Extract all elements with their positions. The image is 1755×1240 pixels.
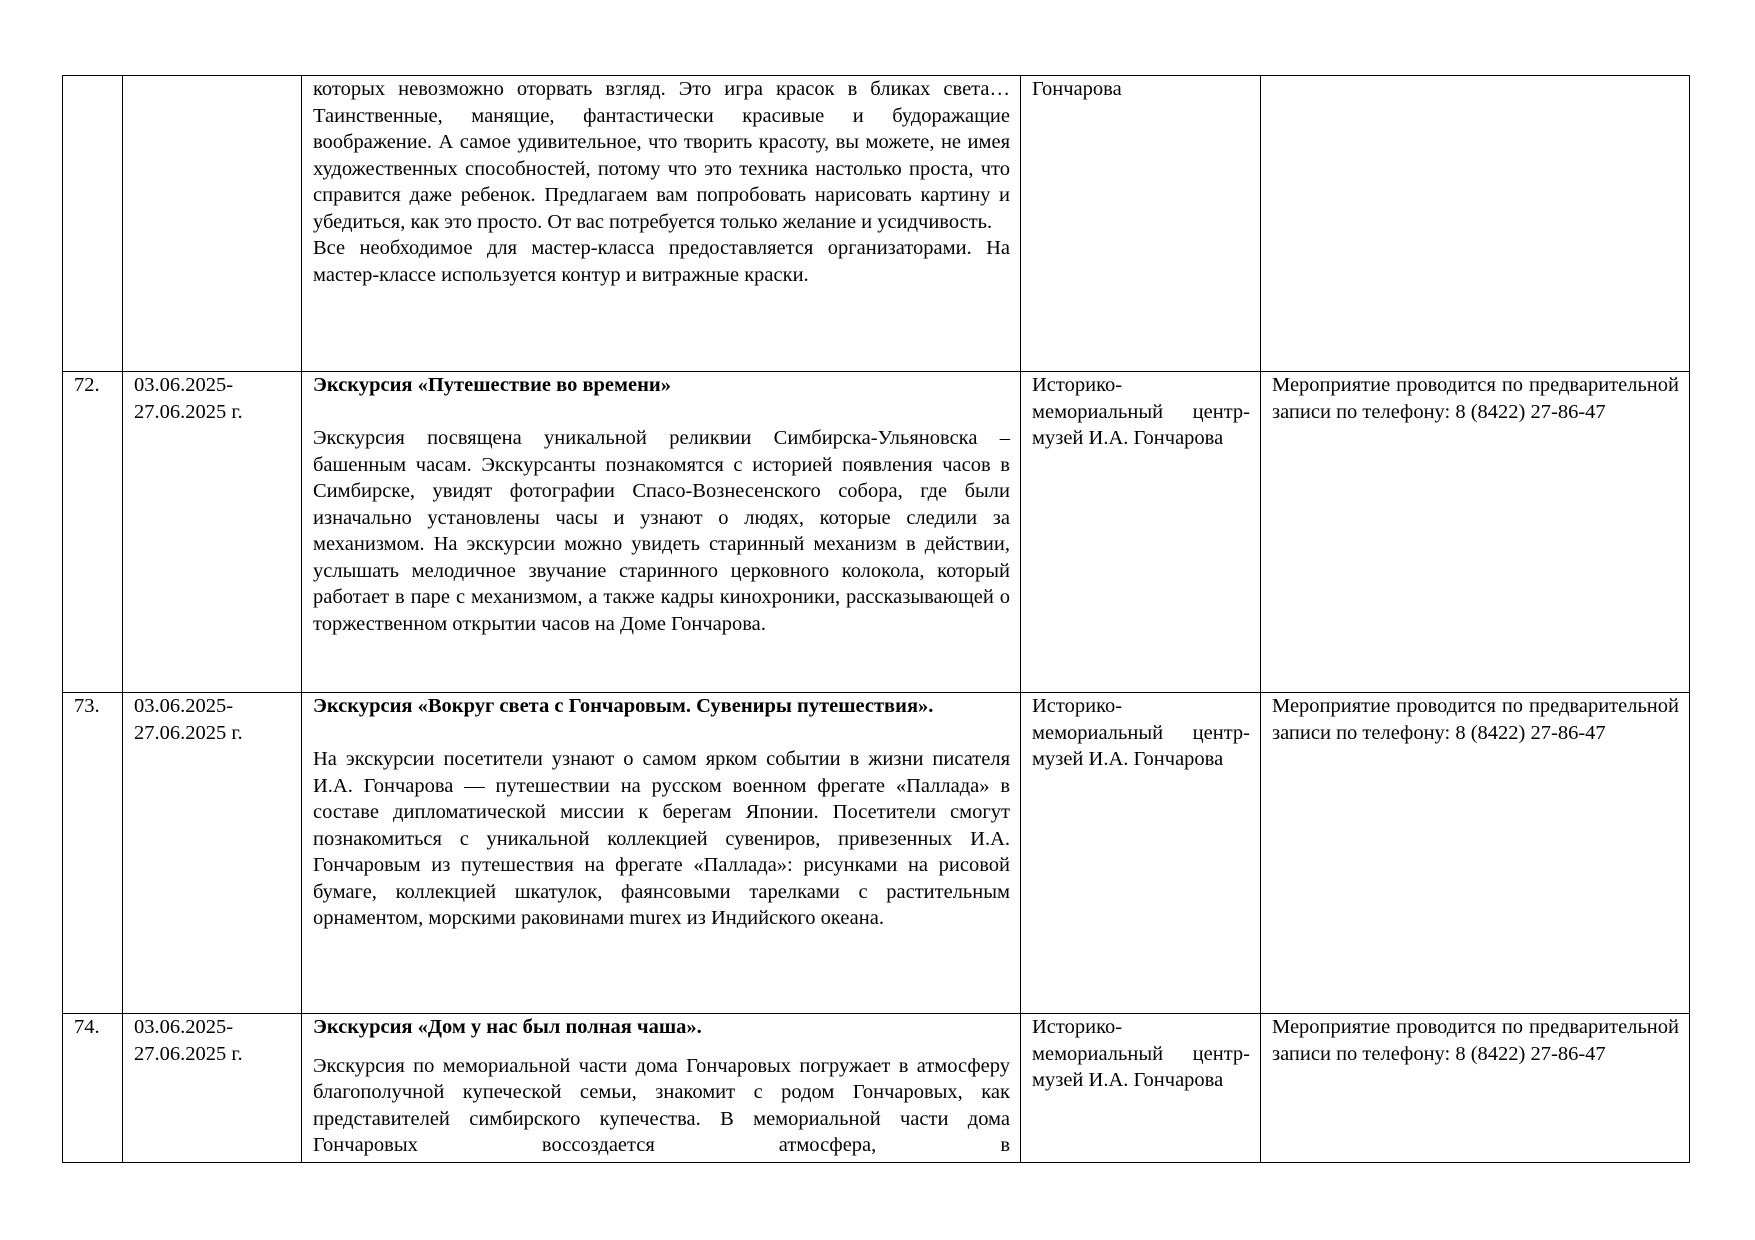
- date-to: 27.06.2025 г.: [134, 1042, 243, 1065]
- date-to: 27.06.2025 г.: [134, 400, 243, 423]
- description-cell: [302, 1014, 1021, 1163]
- row-number: 73.: [74, 695, 100, 717]
- date-cell: [123, 76, 302, 372]
- table-row: [63, 693, 1690, 1014]
- place-cell: [1021, 1014, 1261, 1163]
- description-paragraph: На экскурсии посетители узнают о самом ярком событии в жизни писателя И.А. Гончарова — путешествии на русском военном фрегате «Паллада» в составе дипломатической миссии к берегам Японии. Посетители смогут познакомиться с уникальной коллекцией сувениров, привезенных И.А. Гончаровым из путешествия на фрегате «Паллада»: рисунками на рисовой бумаге, коллекцией шкатулок, фаянсовыми тарелками с растительным орнаментом, морскими раковинами murex из Индийского океана.: [313, 748, 1010, 929]
- note-text: Мероприятие проводится по предварительной записи по телефону: 8 (8422) 27-86-47: [1272, 1016, 1679, 1065]
- note-cell: [1261, 693, 1690, 1014]
- table-row: [63, 76, 1690, 372]
- row-number-cell: [63, 1014, 123, 1163]
- note-text: Мероприятие проводится по предварительной записи по телефону: 8 (8422) 27-86-47: [1272, 695, 1679, 744]
- date-cell: [123, 693, 302, 1014]
- row-number-cell: [63, 76, 123, 372]
- description-cell: [302, 76, 1021, 372]
- place-text: Историко-мемориальный центр-музей И.А. Гончарова: [1032, 695, 1250, 770]
- place-cell: [1021, 76, 1261, 372]
- date-from: 03.06.2025-: [134, 374, 234, 396]
- event-title: Экскурсия «Дом у нас был полная чаша».: [313, 1016, 702, 1038]
- date-from: 03.06.2025-: [134, 1016, 234, 1038]
- place-text: Историко-мемориальный центр-музей И.А. Гончарова: [1032, 374, 1250, 449]
- description-paragraph: которых невозможно оторвать взгляд. Это игра красок в бликах света… Таинственные, манящие, фантастически красивые и будоражащие воображение. А самое удивительное, что творить красоту, вы можете, не имея художественных способностей, потому что это техника настолько проста, что справится даже ребенок. Предлагаем вам попробовать нарисовать картину и убедиться, как это просто. От вас потребуется только желание и усидчивость.: [313, 78, 1010, 233]
- row-number-cell: [63, 693, 123, 1014]
- date-cell: [123, 1014, 302, 1163]
- event-title: Экскурсия «Путешествие во времени»: [313, 374, 671, 396]
- note-cell: [1261, 372, 1690, 693]
- place-text: Историко-мемориальный центр-музей И.А. Гончарова: [1032, 1016, 1250, 1091]
- note-cell: [1261, 1014, 1690, 1163]
- table-row: [63, 1014, 1690, 1163]
- row-number: 74.: [74, 1016, 100, 1038]
- date-cell: [123, 372, 302, 693]
- event-title: Экскурсия «Вокруг света с Гончаровым. Сувениры путешествия».: [313, 695, 934, 717]
- note-cell: [1261, 76, 1690, 372]
- note-text: Мероприятие проводится по предварительной записи по телефону: 8 (8422) 27-86-47: [1272, 374, 1679, 423]
- place-text: Гончарова: [1032, 78, 1122, 100]
- description-paragraph: Экскурсия посвящена уникальной реликвии Симбирска-Ульяновска – башенным часам. Экскурсанты познакомятся с историей появления часов в Симбирске, увидят фотографии Спасо-Вознесенского собора, где были изначально установлены часы и узнают о людях, которые следили за механизмом. На экскурсии можно увидеть старинный механизм в действии, услышать мелодичное звучание старинного церковного колокола, который работает в паре с механизмом, а также кадры кинохроники, рассказывающей о торжественном открытии часов на Доме Гончарова.: [313, 427, 1010, 635]
- row-number-cell: [63, 372, 123, 693]
- table-row: [63, 372, 1690, 693]
- date-from: 03.06.2025-: [134, 695, 234, 717]
- description-paragraph: Экскурсия по мемориальной части дома Гончаровых погружает в атмосферу благополучной купеческой семьи, знакомит с родом Гончаровых, как представителей симбирского купечества. В мемориальной части дома Гончаровых воссоздается атмосфера, в: [313, 1054, 1010, 1156]
- place-cell: [1021, 693, 1261, 1014]
- place-cell: [1021, 372, 1261, 693]
- date-to: 27.06.2025 г.: [134, 721, 243, 744]
- description-cell: [302, 372, 1021, 693]
- description-cell: [302, 693, 1021, 1014]
- row-number: 72.: [74, 374, 100, 396]
- description-paragraph: Все необходимое для мастер-класса предоставляется организаторами. На мастер-классе используется контур и витражные краски.: [313, 237, 1010, 286]
- events-table: [62, 75, 1690, 1163]
